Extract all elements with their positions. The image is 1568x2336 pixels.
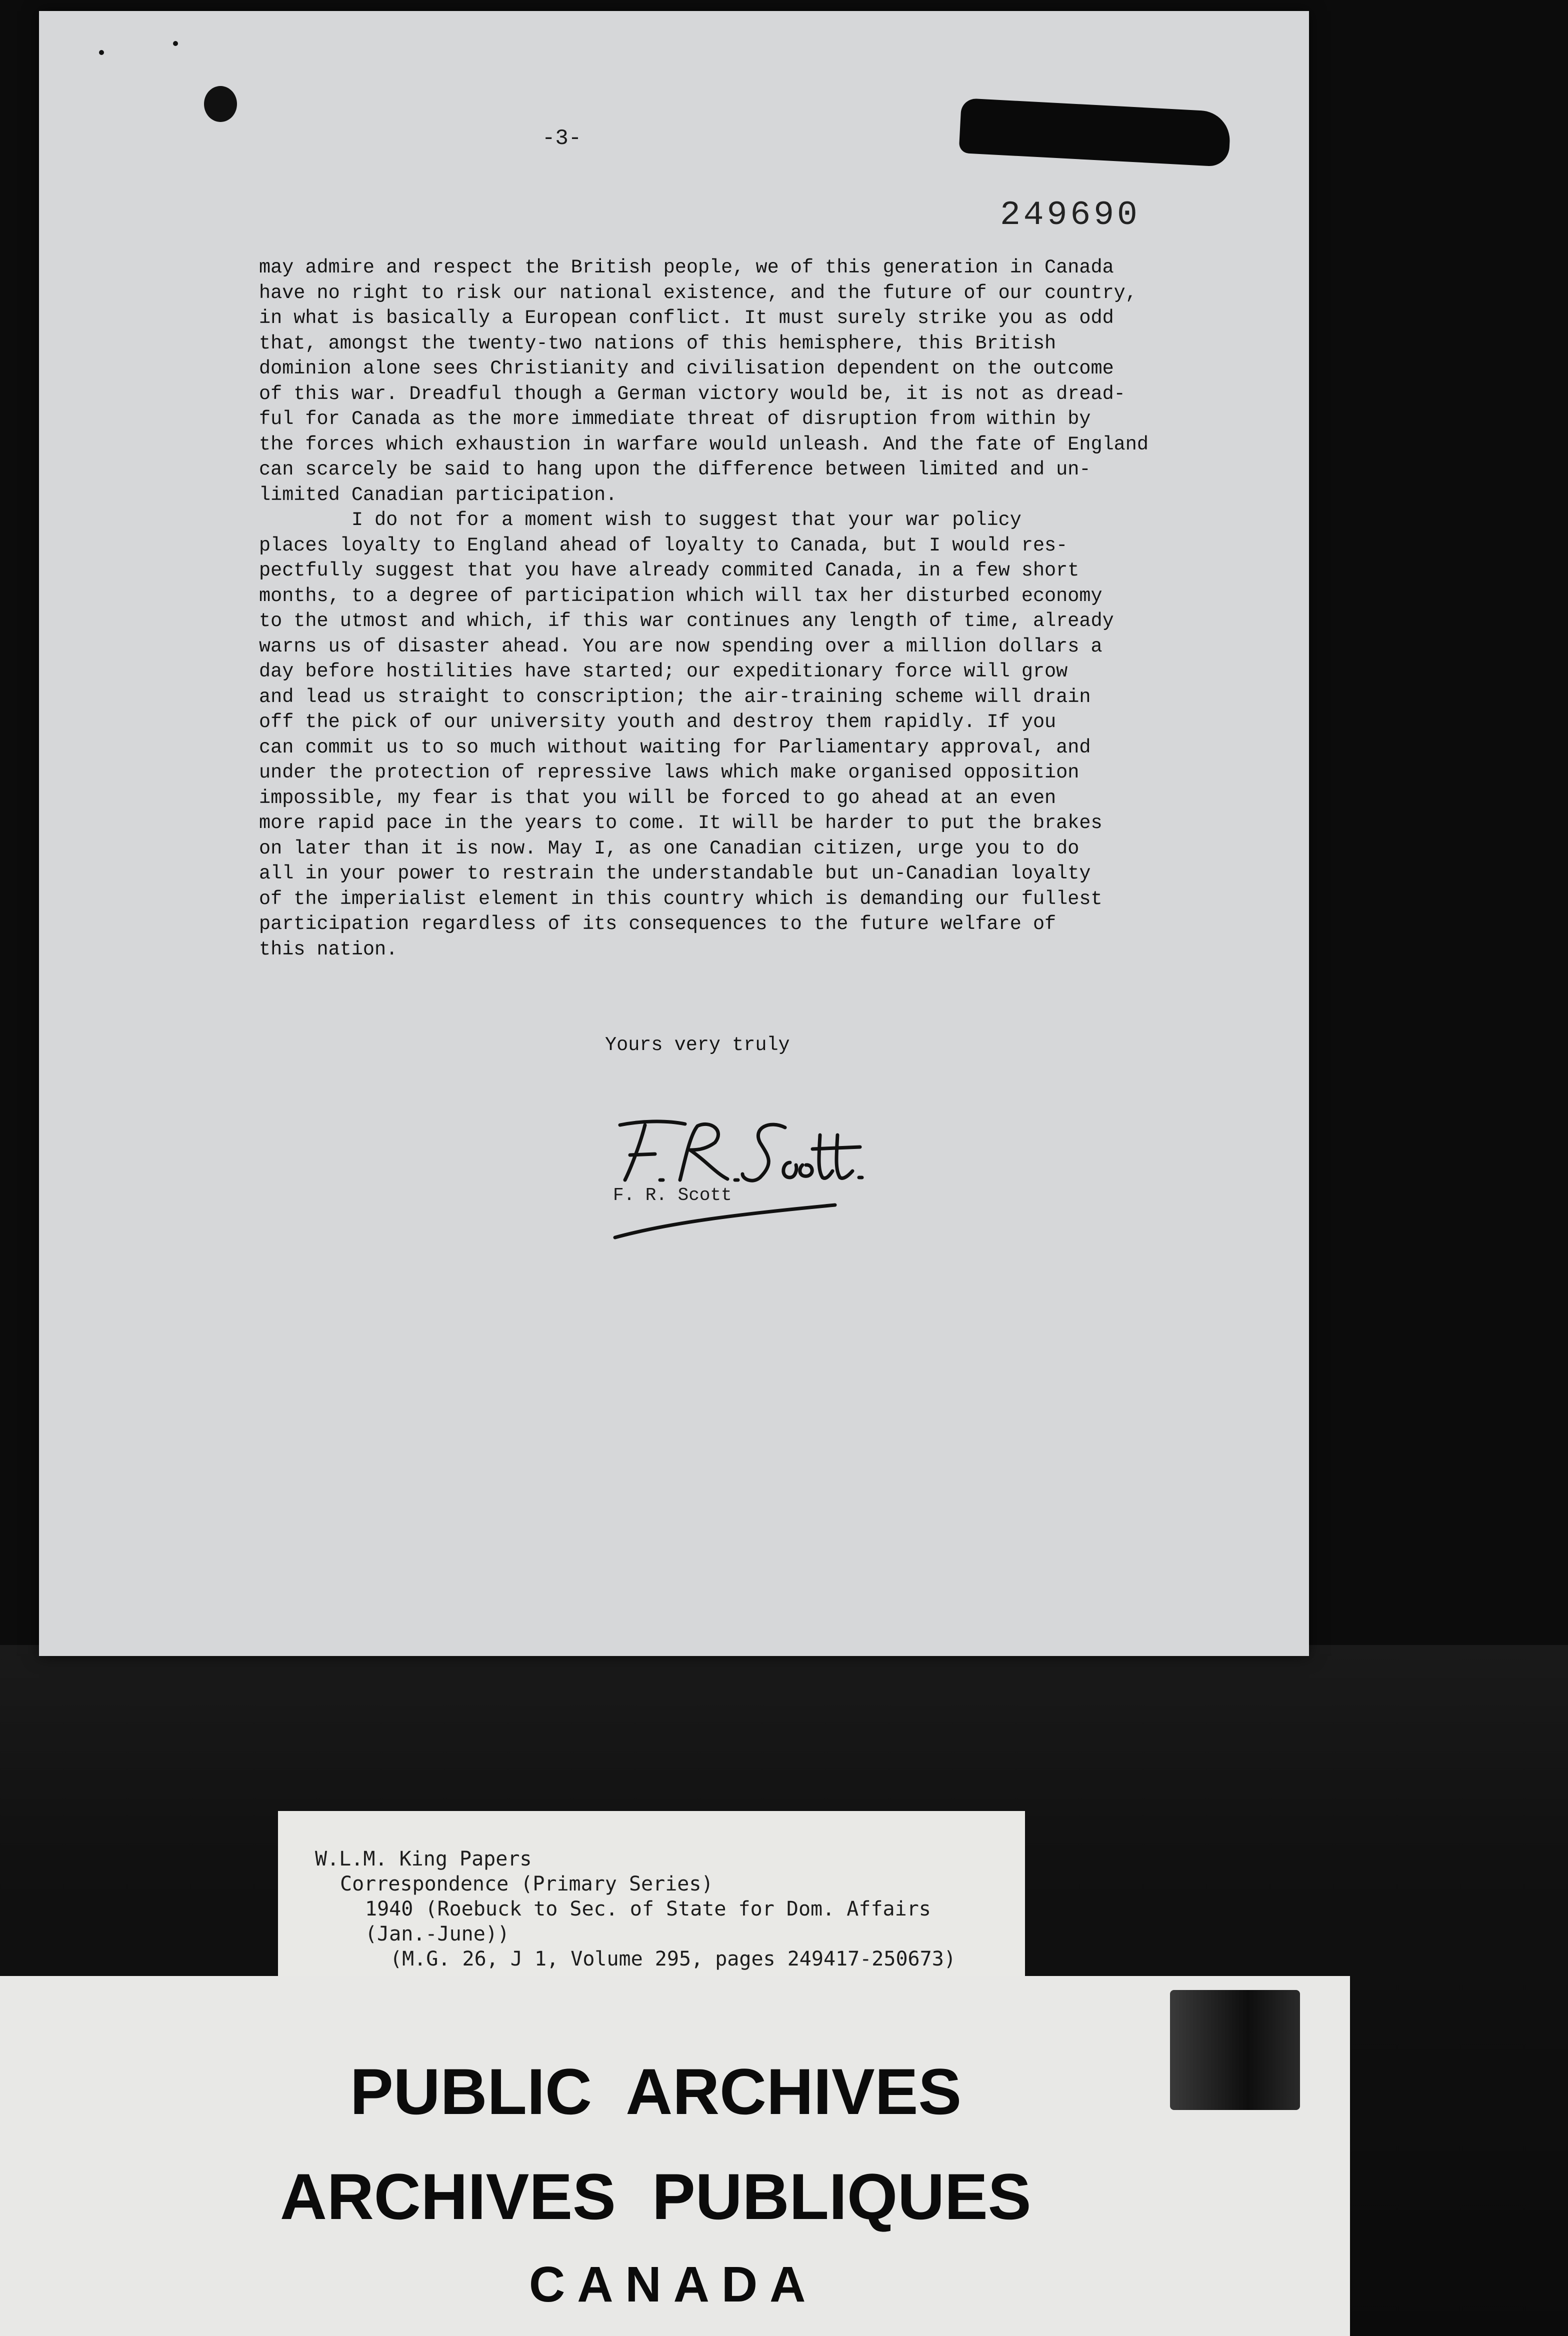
- body-line: dominion alone sees Christianity and civilisation dependent on the outcome: [259, 358, 1114, 380]
- body-line: participation regardless of its consequences to the future welfare of: [259, 913, 1056, 935]
- label-line: Correspondence (Primary Series): [340, 1872, 714, 1896]
- body-line: to the utmost and which, if this war continues any length of time, already: [259, 610, 1114, 632]
- body-line: may admire and respect the British people, we of this generation in Canada: [259, 256, 1114, 278]
- body-line: warns us of disaster ahead. You are now spending over a million dollars a: [259, 635, 1102, 658]
- body-line: can commit us to so much without waiting for Parliamentary approval, and: [259, 736, 1091, 758]
- body-line: the forces which exhaustion in warfare would unleash. And the fate of England: [259, 433, 1148, 456]
- speck: [99, 50, 104, 55]
- binder-clip: [1170, 1990, 1300, 2110]
- page-number: -3-: [542, 126, 582, 151]
- label-line: (Jan.-June)): [365, 1922, 510, 1946]
- body-line: that, amongst the twenty-two nations of this hemisphere, this British: [259, 332, 1056, 354]
- label-line: 1940 (Roebuck to Sec. of State for Dom. Affairs: [365, 1898, 931, 1920]
- body-line: this nation.: [259, 938, 398, 960]
- body-line: of the imperialist element in this country which is demanding our fullest: [259, 888, 1102, 910]
- signer-name: F. R. Scott: [613, 1185, 732, 1206]
- body-line: off the pick of our university youth and destroy them rapidly. If you: [259, 711, 1056, 733]
- body-line: I do not for a moment wish to suggest that your war policy: [259, 509, 1022, 531]
- body-line: day before hostilities have started; our expeditionary force will grow: [259, 660, 1068, 682]
- body-line: can scarcely be said to hang upon the difference between limited and un-: [259, 458, 1091, 480]
- speck: [173, 41, 178, 46]
- body-line: and lead us straight to conscription; the air-training scheme will drain: [259, 686, 1091, 708]
- body-line: all in your power to restrain the understandable but un-Canadian loyalty: [259, 862, 1091, 884]
- body-line: more rapid pace in the years to come. It will be harder to put the brakes: [259, 812, 1102, 834]
- archives-title-fr: ARCHIVES PUBLIQUES: [280, 2160, 1032, 2233]
- body-line: of this war. Dreadful though a German victory would be, it is not as dread-: [259, 382, 1126, 405]
- archive-reference-label: [278, 1811, 1025, 1976]
- body-line: under the protection of repressive laws which make organised opposition: [259, 762, 1080, 784]
- body-line: places loyalty to England ahead of loyalty to Canada, but I would res-: [259, 534, 1068, 556]
- body-line: ful for Canada as the more immediate threat of disruption from within by: [259, 408, 1091, 430]
- archives-title-en: PUBLIC ARCHIVES: [350, 2055, 962, 2128]
- body-line: impossible, my fear is that you will be forced to go ahead at an even: [259, 786, 1056, 809]
- document-stamp: 249690: [1000, 196, 1140, 234]
- label-line: W.L.M. King Papers: [315, 1848, 532, 1870]
- body-line: pectfully suggest that you have already commited Canada, in a few short: [259, 560, 1080, 582]
- letter-closing: Yours very truly: [605, 1034, 790, 1056]
- letter-body: [259, 255, 1239, 962]
- body-line: on later than it is now. May I, as one Canadian citizen, urge you to do: [259, 837, 1080, 860]
- body-line: have no right to risk our national existence, and the future of our country,: [259, 282, 1137, 304]
- body-line: in what is basically a European conflict. It must surely strike you as odd: [259, 307, 1114, 329]
- punch-hole: [204, 86, 237, 122]
- label-line: (M.G. 26, J 1, Volume 295, pages 249417-250673): [390, 1948, 956, 1970]
- archives-country: CANADA: [529, 2256, 818, 2312]
- body-line: months, to a degree of participation which will tax her disturbed economy: [259, 584, 1102, 607]
- handwritten-signature: [610, 1115, 870, 1245]
- body-line: limited Canadian participation.: [259, 484, 618, 506]
